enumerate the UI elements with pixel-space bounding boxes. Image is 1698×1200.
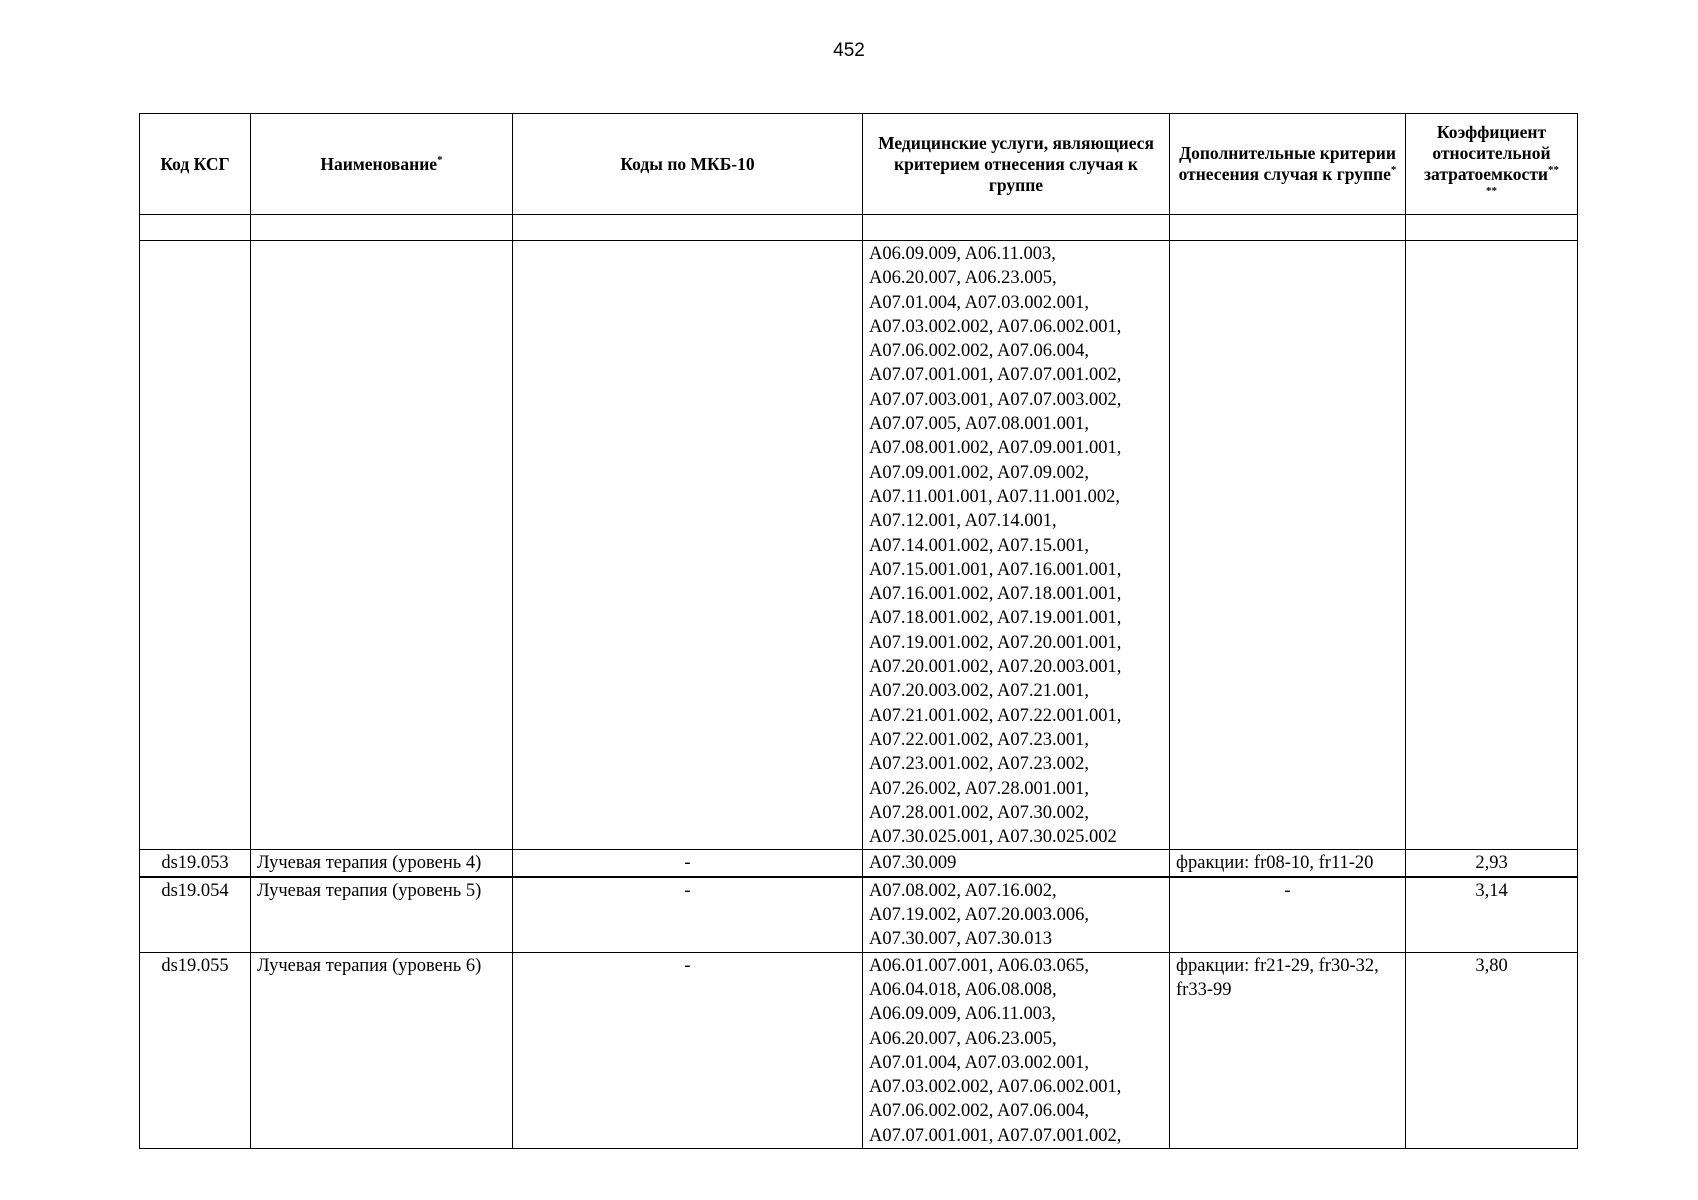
spacer-row	[140, 215, 1578, 241]
table-cell-additional: -	[1170, 877, 1406, 952]
table-cell-coefficient: 3,14	[1406, 877, 1578, 952]
service-codes-line: A07.07.001.001, A07.07.001.002,	[869, 365, 1122, 386]
service-codes-line: A07.20.001.002, A07.20.003.001,	[869, 657, 1122, 678]
table-cell-coefficient: 3,80	[1406, 952, 1578, 1148]
continuation-row	[140, 241, 1578, 850]
service-codes-line: A07.09.001.002, A07.09.002,	[869, 462, 1089, 483]
header-additional: Дополнительные критерии отнесения случая к группе*	[1170, 114, 1406, 215]
footnote-mark: *	[1390, 164, 1397, 177]
service-codes-line: A07.08.002, A07.16.002,	[869, 880, 1057, 901]
service-codes-line: A07.08.001.002, A07.09.001.001,	[869, 438, 1122, 459]
service-codes-line: A07.20.003.002, A07.21.001,	[869, 681, 1089, 702]
table-cell-services	[863, 850, 1170, 877]
table-cell-name: Лучевая терапия (уровень 4)	[251, 850, 513, 877]
table-cell-additional	[1170, 241, 1406, 850]
service-codes-line: A07.22.001.002, A07.23.001,	[869, 729, 1089, 750]
empty-cell	[251, 215, 513, 241]
empty-cell	[1170, 215, 1406, 241]
service-codes-line: A06.09.009, A06.11.003,	[869, 244, 1056, 264]
header-services: Медицинские услуги, являющиеся критерием отнесения случая к группе	[863, 114, 1170, 215]
service-codes-line: A07.23.001.002, A07.23.002,	[869, 754, 1089, 775]
service-codes-line: A07.19.002, A07.20.003.006,	[869, 905, 1089, 926]
table-cell-coefficient	[1406, 241, 1578, 850]
table-header-row	[140, 114, 1578, 215]
service-codes-line: A07.14.001.002, A07.15.001,	[869, 535, 1089, 556]
table-row-ds19-053	[140, 850, 1578, 877]
service-codes-line: A07.06.002.002, A07.06.004,	[869, 341, 1089, 362]
footnote-mark: **	[1486, 185, 1497, 198]
service-codes-line: A07.07.003.001, A07.07.003.002,	[869, 389, 1122, 410]
service-codes-line: A06.01.007.001, A06.03.065,	[869, 955, 1089, 976]
service-codes-line: A07.11.001.001, A07.11.001.002,	[869, 486, 1120, 507]
empty-cell	[1406, 215, 1578, 241]
service-codes-line: A07.30.007, A07.30.013	[869, 929, 1052, 950]
service-codes-line: A06.20.007, A06.23.005,	[869, 1028, 1057, 1049]
service-codes-line: A07.15.001.001, A07.16.001.001,	[869, 559, 1122, 580]
service-codes-line: A06.20.007, A06.23.005,	[869, 268, 1057, 289]
table-cell-additional: фракции: fr21-29, fr30-32, fr33-99	[1170, 952, 1406, 1148]
service-codes-line: A07.30.009	[869, 853, 957, 874]
table-cell-name: Лучевая терапия (уровень 6)	[251, 952, 513, 1148]
table-cell-name	[251, 241, 513, 850]
table-cell-services	[863, 952, 1170, 1148]
table-row-ds19-055	[140, 952, 1578, 1148]
service-codes-line: A07.06.002.002, A07.06.004,	[869, 1101, 1089, 1122]
footnote-mark: **	[1548, 164, 1560, 177]
table-cell-name: Лучевая терапия (уровень 5)	[251, 877, 513, 952]
table-cell-code	[140, 241, 251, 850]
page-number: 452	[833, 40, 865, 61]
table-cell-mkb: -	[513, 850, 863, 877]
service-codes-line: A06.09.009, A06.11.003,	[869, 1004, 1056, 1025]
table-cell-mkb: -	[513, 877, 863, 952]
service-codes-line: A07.16.001.002, A07.18.001.001,	[869, 584, 1122, 605]
service-codes-line: A07.01.004, A07.03.002.001,	[869, 1052, 1089, 1073]
table-cell-additional: фракции: fr08-10, fr11-20	[1170, 850, 1406, 877]
empty-cell	[513, 215, 863, 241]
service-codes-line: A07.30.025.001, A07.30.025.002	[869, 827, 1117, 848]
header-mkb: Коды по МКБ-10	[513, 114, 863, 215]
table-cell-coefficient: 2,93	[1406, 850, 1578, 877]
service-codes-line: A07.19.001.002, A07.20.001.001,	[869, 632, 1122, 653]
table-cell-mkb	[513, 241, 863, 850]
service-codes-line: A07.12.001, A07.14.001,	[869, 511, 1057, 532]
header-coefficient: Коэффициент относительной затратоемкости** **	[1406, 114, 1578, 215]
ksg-table	[139, 113, 1578, 1149]
footnote-mark: *	[437, 153, 443, 166]
header-code: Код КСГ	[140, 114, 251, 215]
table-cell-mkb: -	[513, 952, 863, 1148]
empty-cell	[863, 215, 1170, 241]
service-codes-line: A07.28.001.002, A07.30.002,	[869, 802, 1089, 823]
service-codes-line: A07.03.002.002, A07.06.002.001,	[869, 316, 1122, 337]
service-codes-line: A07.18.001.002, A07.19.001.001,	[869, 608, 1122, 629]
table-cell-services	[863, 241, 1170, 850]
service-codes-line: A07.01.004, A07.03.002.001,	[869, 292, 1089, 313]
service-codes-line: A07.07.005, A07.08.001.001,	[869, 414, 1089, 435]
service-codes-line: A06.04.018, A06.08.008,	[869, 979, 1057, 1000]
header-name: Наименование*	[251, 114, 513, 215]
table-row-ds19-054	[140, 877, 1578, 952]
service-codes-line: A07.21.001.002, A07.22.001.001,	[869, 705, 1122, 726]
service-codes-line: A07.07.001.001, A07.07.001.002,	[869, 1125, 1122, 1146]
table-cell-services	[863, 877, 1170, 952]
empty-cell	[140, 215, 251, 241]
service-codes-line: A07.26.002, A07.28.001.001,	[869, 778, 1089, 799]
table-cell-code: ds19.053	[140, 850, 251, 877]
table-cell-code: ds19.054	[140, 877, 251, 952]
service-codes-line: A07.03.002.002, A07.06.002.001,	[869, 1077, 1122, 1098]
table-cell-code: ds19.055	[140, 952, 251, 1148]
